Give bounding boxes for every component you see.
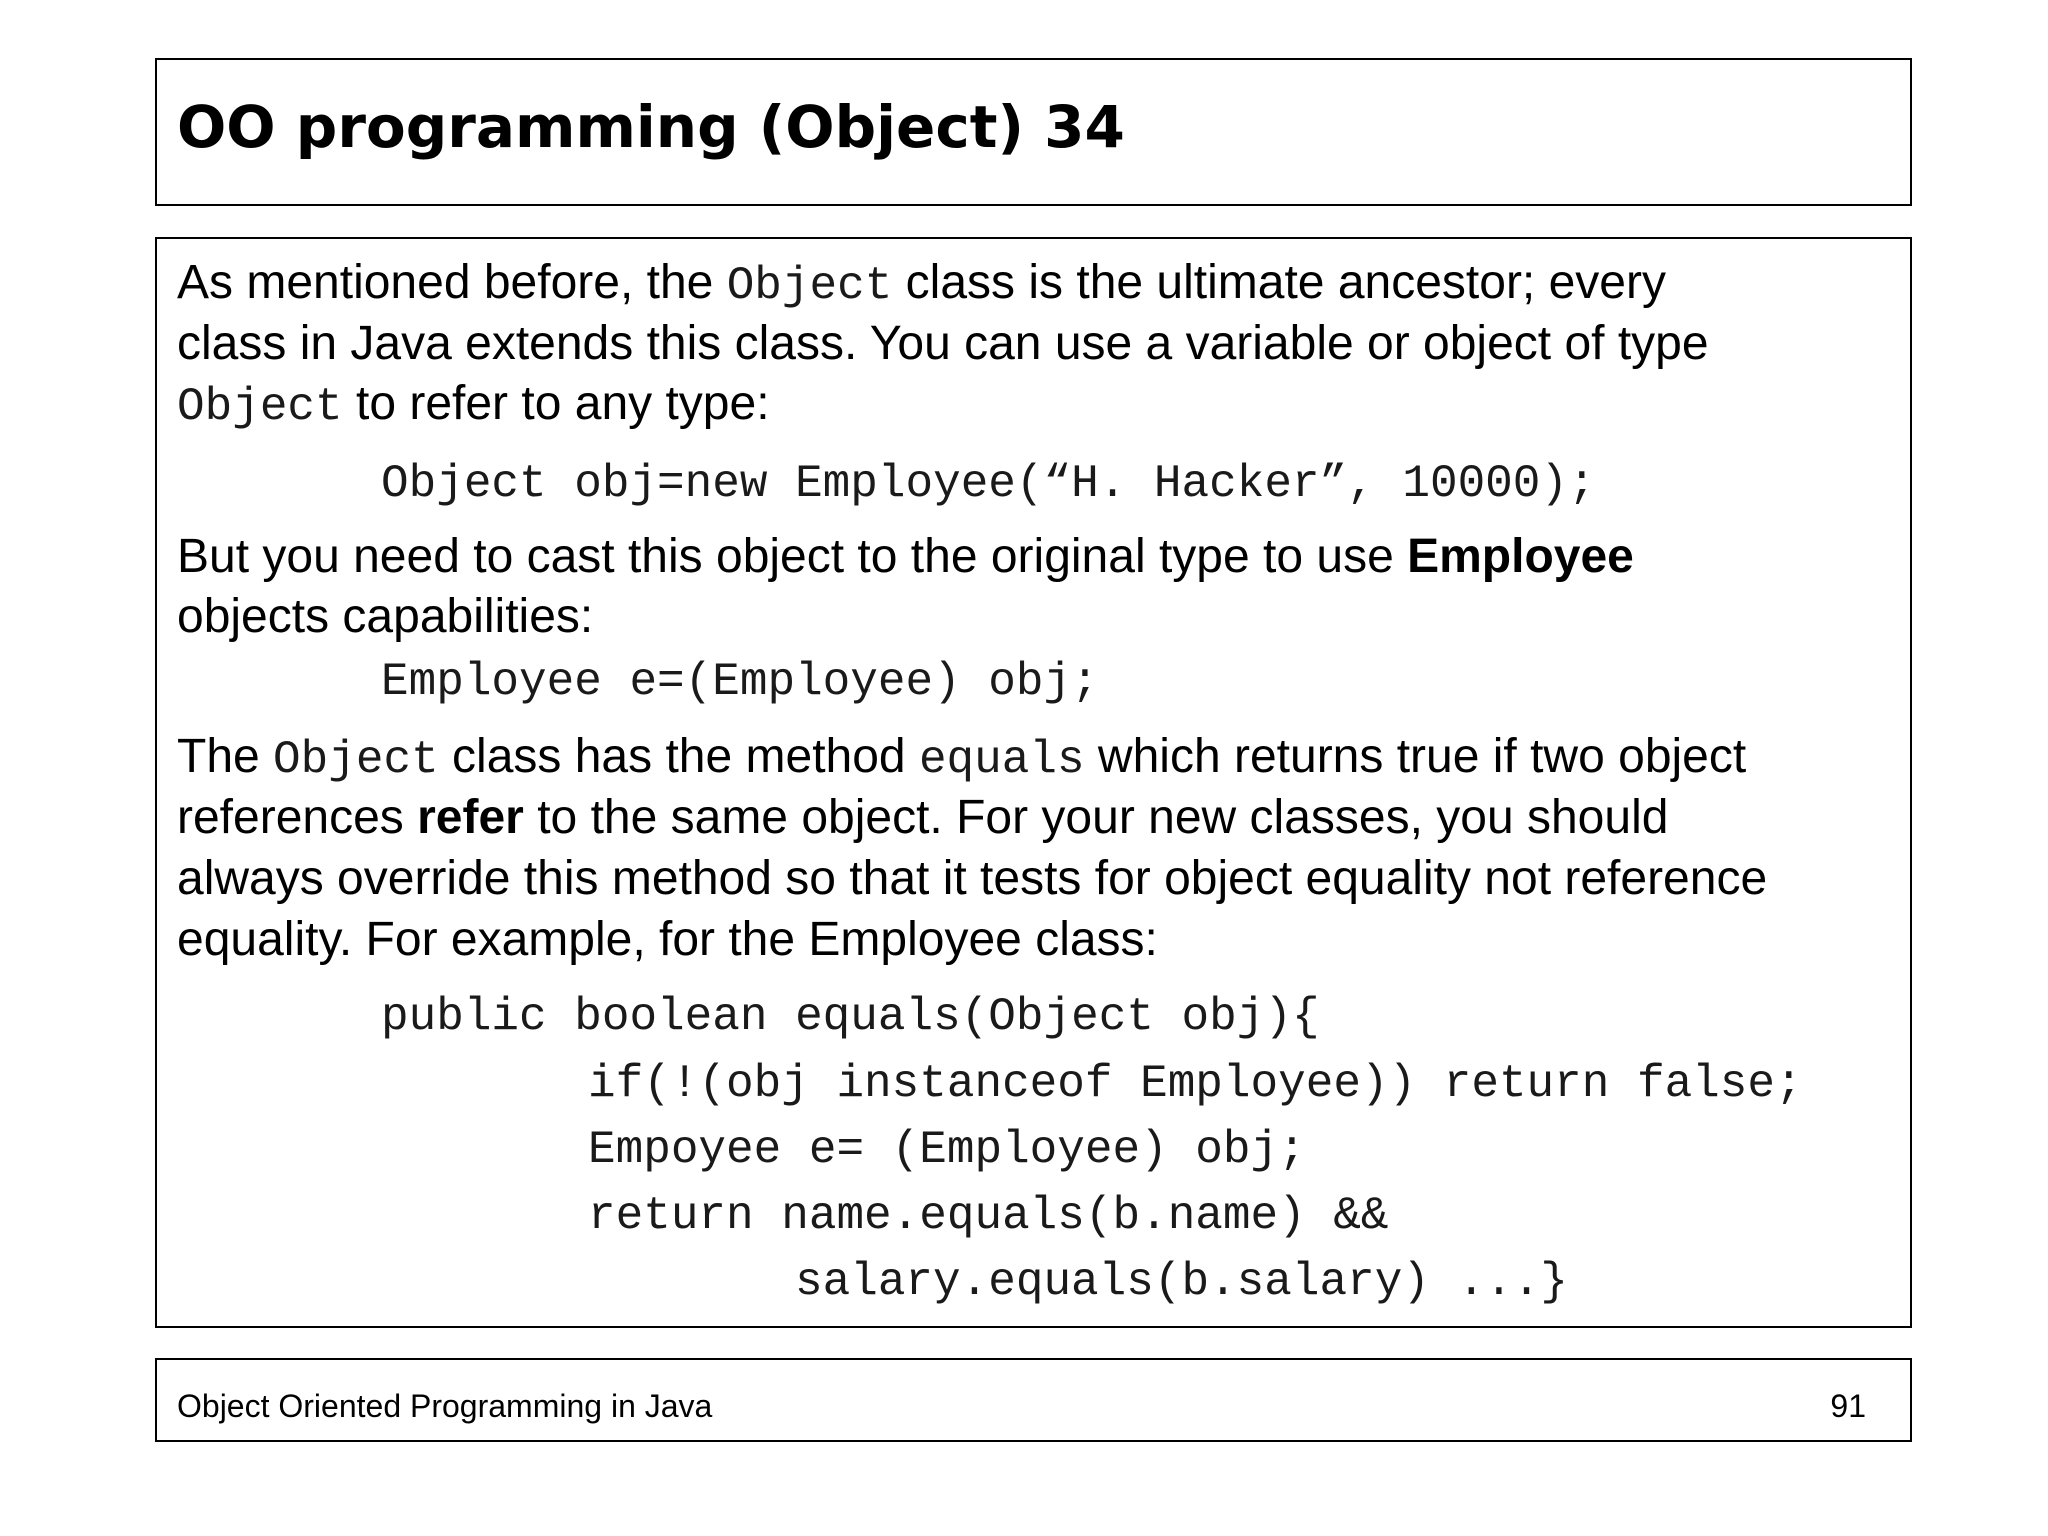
text-run: references (177, 791, 418, 844)
code-example-cast: Employee e=(Employee) obj; (381, 656, 1099, 708)
paragraph-1-line-1 (177, 256, 1666, 312)
code-equals-line-4: return name.equals(b.name) && (588, 1190, 1389, 1242)
paragraph-3-line-1 (177, 730, 1747, 786)
code-inline-object: Object (726, 260, 893, 312)
text-run: class has the method (438, 730, 919, 783)
paragraph-3-line-4: equality. For example, for the Employee class: (177, 913, 1158, 966)
slide-title: OO programming (Object) 34 (177, 93, 1125, 161)
text-run: to the same object. For your new classes, you should (523, 791, 1669, 844)
paragraph-2-line-2: objects capabilities: (177, 590, 594, 643)
text-run: to refer to any type: (342, 377, 770, 430)
slide-content-box (155, 237, 1912, 1328)
text-run: The (177, 730, 274, 783)
text-run: which returns true if two object (1084, 730, 1747, 783)
code-inline-object: Object (273, 734, 439, 786)
paragraph-3-line-2 (177, 791, 1669, 844)
code-equals-line-5: salary.equals(b.salary) ...} (795, 1256, 1568, 1308)
paragraph-1-line-3 (177, 377, 770, 433)
footer-course-title: Object Oriented Programming in Java (177, 1388, 713, 1424)
code-example-declaration: Object obj=new Employee(“H. Hacker”, 10000); (381, 458, 1596, 510)
text-run: class is the ultimate ancestor; every (892, 256, 1666, 309)
text-run: But you need to cast this object to the original type to use (177, 530, 1408, 583)
bold-employee: Employee (1407, 530, 1634, 583)
code-inline-equals: equals (918, 734, 1085, 786)
slide-title-box (155, 58, 1912, 206)
bold-refer: refer (417, 791, 524, 844)
code-equals-line-2: if(!(obj instanceof Employee)) return false; (588, 1058, 1803, 1110)
text-run: As mentioned before, the (177, 256, 727, 309)
code-equals-line-3: Empoyee e= (Employee) obj; (588, 1124, 1306, 1176)
slide-footer (155, 1358, 1912, 1442)
paragraph-2-line-1 (177, 530, 1634, 583)
code-inline-object: Object (177, 381, 343, 433)
footer-page-number: 91 (1830, 1388, 1866, 1424)
code-equals-line-1: public boolean equals(Object obj){ (381, 991, 1320, 1043)
paragraph-3-line-3: always override this method so that it tests for object equality not reference (177, 852, 1768, 905)
paragraph-1-line-2: class in Java extends this class. You can use a variable or object of type (177, 317, 1709, 370)
